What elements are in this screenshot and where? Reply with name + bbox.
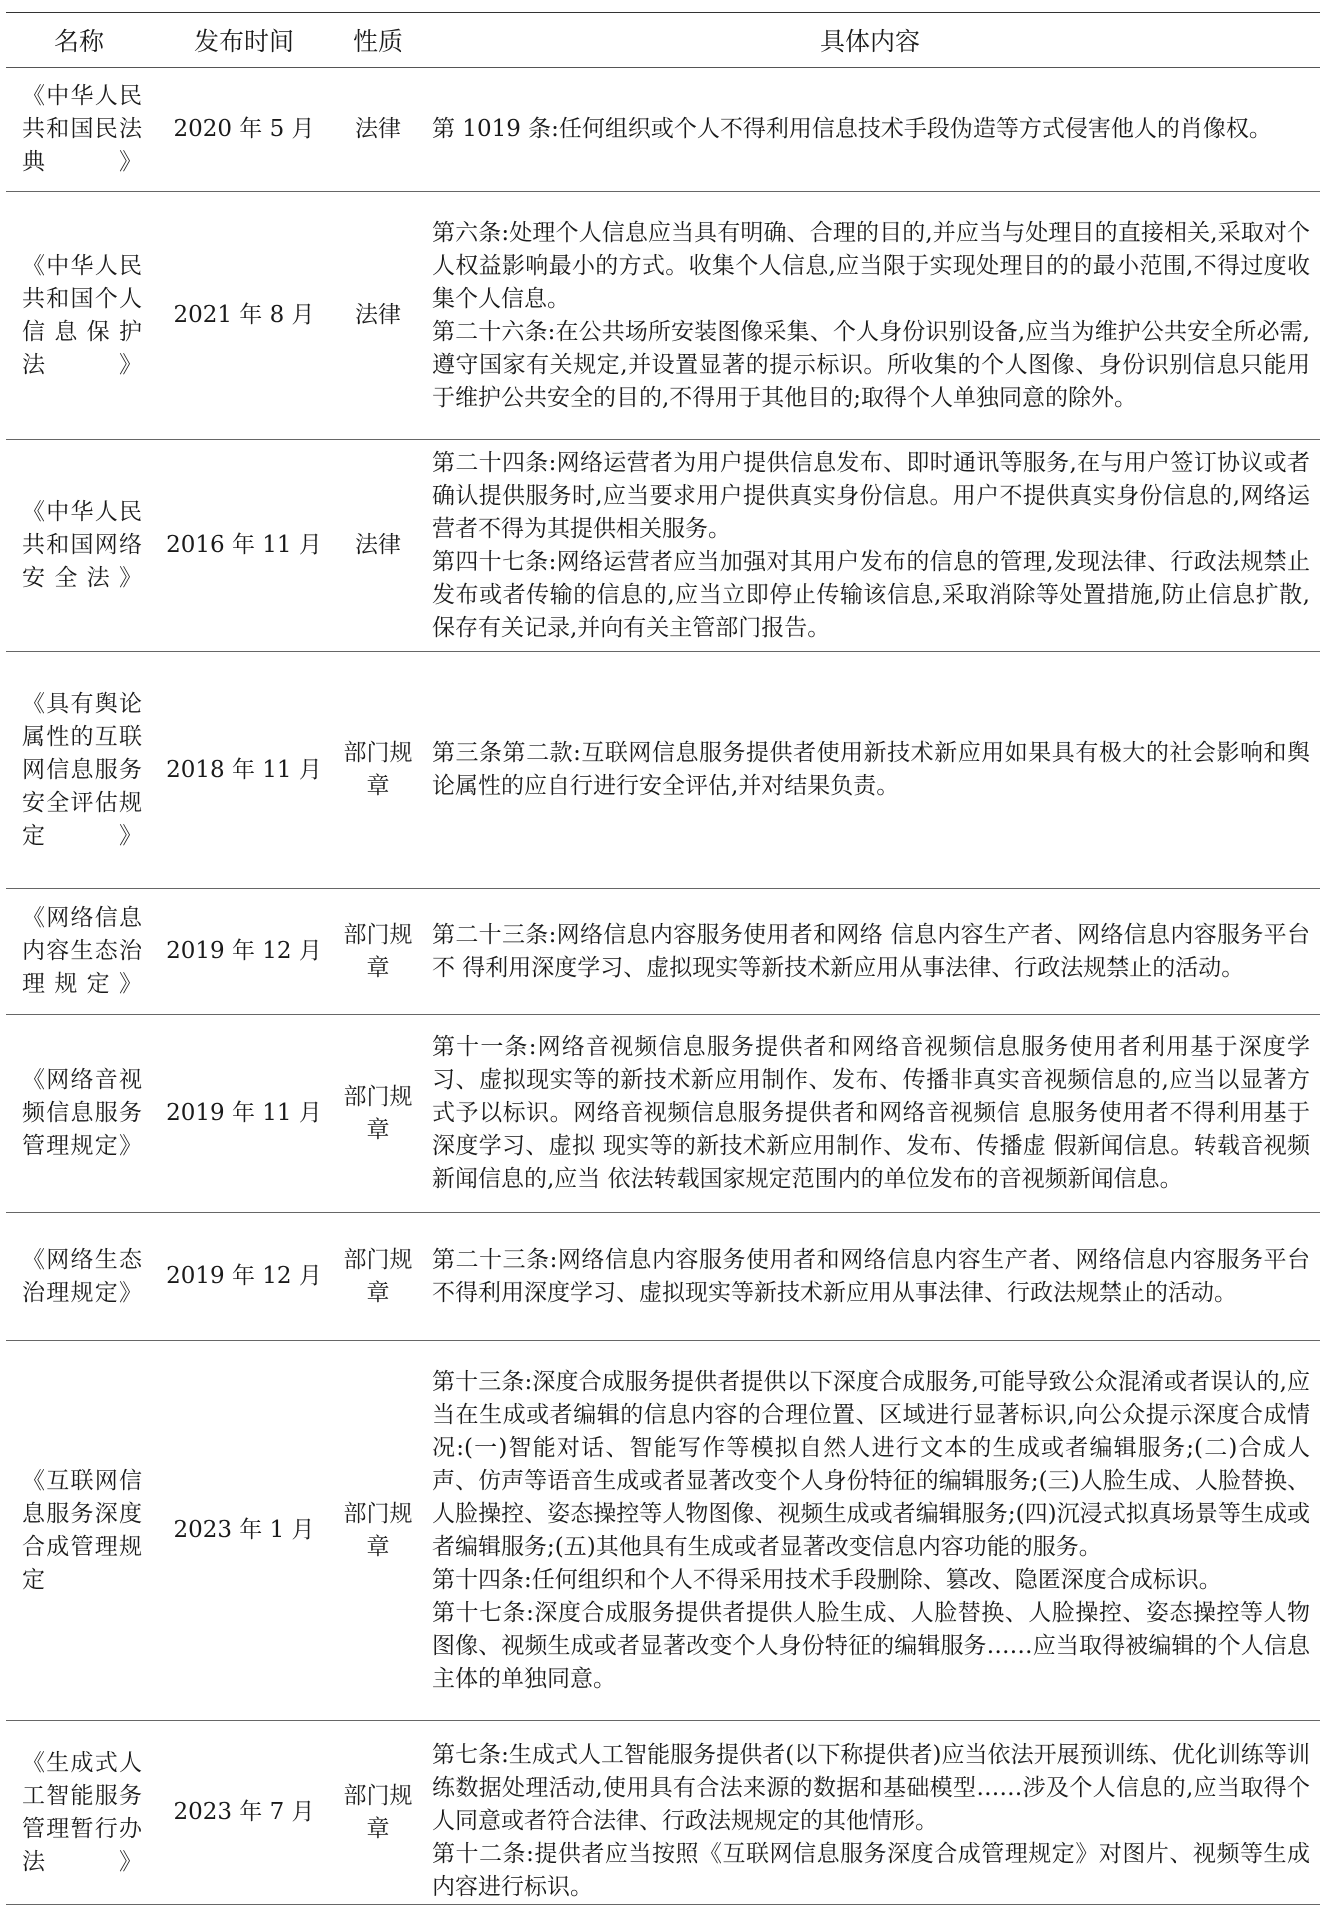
row-content xyxy=(420,1721,1320,1905)
row-name: 《互联网信息服务深度合成管理规定 xyxy=(22,1467,142,1593)
row-name: 《中华人民共和国民法典》 xyxy=(22,83,142,175)
row-name: 《网络信息内容生态治理规定》 xyxy=(22,905,142,997)
table-row xyxy=(6,1213,1320,1341)
content-paragraph: 第六条:处理个人信息应当具有明确、合理的目的,并应当与处理目的直接相关,采取对个人权益影响最小的方式。收集个人信息,应当限于实现处理目的的最小范围,不得过度收集个人信息。 xyxy=(432,219,1310,312)
row-content xyxy=(420,1341,1320,1721)
row-content xyxy=(420,1213,1320,1341)
row-content xyxy=(420,440,1320,652)
row-date: 2023 年 7 月 xyxy=(173,1799,315,1825)
content-paragraph: 第四十七条:网络运营者应当加强对其用户发布的信息的管理,发现法律、行政法规禁止发布或者传输的信息的,应当立即停止传输该信息,采取消除等处置措施,防止信息扩散,保存有关记录,并向有关主管部门报告。 xyxy=(432,548,1310,641)
content-paragraph: 第二十六条:在公共场所安装图像采集、个人身份识别设备,应当为维护公共安全所必需,遵守国家有关规定,并设置显著的提示标识。所收集的个人图像、身份识别信息只能用于维护公共安全的目的,不得用于其他目的;取得个人单独同意的除外。 xyxy=(432,318,1310,411)
row-date: 2019 年 11 月 xyxy=(166,1100,322,1126)
table-header-row xyxy=(6,13,1320,68)
content-paragraph: 第二十四条:网络运营者为用户提供信息发布、即时通讯等服务,在与用户签订协议或者确认提供服务时,应当要求用户提供真实身份信息。用户不提供真实身份信息的,网络运营者不得为其提供相关服务。 xyxy=(432,449,1310,542)
row-date: 2019 年 12 月 xyxy=(166,938,322,964)
row-date: 2018 年 11 月 xyxy=(166,756,322,783)
content-paragraph: 第七条:生成式人工智能服务提供者(以下称提供者)应当依法开展预训练、优化训练等训练数据处理活动,使用具有合法来源的数据和基础模型……涉及个人信息的,应当取得个人同意或者符合法律、行政法规规定的其他情形。 xyxy=(432,1742,1310,1834)
row-date: 2019 年 12 月 xyxy=(166,1263,322,1289)
content-paragraph: 第十二条:提供者应当按照《互联网信息服务深度合成管理规定》对图片、视频等生成内容进行标识。 xyxy=(432,1841,1310,1900)
row-type: 法律 xyxy=(355,302,401,328)
row-content xyxy=(420,68,1320,192)
row-name: 《中华人民共和国网络安全法》 xyxy=(22,499,142,591)
row-type: 部门规章 xyxy=(343,1246,413,1306)
regulations-table xyxy=(6,12,1320,1905)
table-row xyxy=(6,192,1320,440)
header-name: 名称 xyxy=(53,27,104,56)
row-content xyxy=(420,192,1320,440)
row-date: 2016 年 11 月 xyxy=(166,532,322,558)
table-row xyxy=(6,440,1320,652)
row-date: 2020 年 5 月 xyxy=(173,116,315,142)
row-type: 部门规章 xyxy=(343,740,413,799)
row-content xyxy=(420,889,1320,1015)
row-name: 《具有舆论属性的互联网信息服务安全评估规定》 xyxy=(22,690,142,849)
row-name: 《网络音视频信息服务管理规定》 xyxy=(22,1067,142,1159)
table-row xyxy=(6,68,1320,192)
row-content xyxy=(420,652,1320,889)
table-row xyxy=(6,889,1320,1015)
row-date: 2023 年 1 月 xyxy=(173,1517,315,1543)
table-row xyxy=(6,1341,1320,1721)
row-content xyxy=(420,1015,1320,1213)
row-type: 部门规章 xyxy=(343,1500,413,1560)
row-name: 《网络生态治理规定》 xyxy=(22,1246,142,1306)
row-type: 部门规章 xyxy=(343,1083,413,1143)
row-type: 法律 xyxy=(355,116,401,142)
row-name: 《生成式人工智能服务管理暂行办法》 xyxy=(22,1749,142,1875)
header-date: 发布时间 xyxy=(193,27,294,56)
row-type: 部门规章 xyxy=(343,921,413,981)
content-paragraph: 第二十三条:网络信息内容服务使用者和网络 信息内容生产者、网络信息内容服务平台不 得利用深度学习、虚拟现实等新技术新应用从事法律、行政法规禁止的活动。 xyxy=(432,921,1310,981)
table-row xyxy=(6,1721,1320,1905)
content-paragraph: 第十三条:深度合成服务提供者提供以下深度合成服务,可能导致公众混淆或者误认的,应当在生成或者编辑的信息内容的合理位置、区域进行显著标识,向公众提示深度合成情况:(一)智能对话、智能写作等模拟自然人进行文本的生成或者编辑服务;(二)合成人声、仿声等语音生成或者显著改变个人身份特征的编辑服务;(三)人脸生成、人脸替换、人脸操控、姿态操控等人物图像、视频生成或者编辑服务;(四)沉浸式拟真场景等生成或者编辑服务;(五)其他具有生成或者显著改变信息内容功能的服务。 xyxy=(432,1368,1310,1560)
header-content: 具体内容 xyxy=(819,27,920,56)
content-paragraph: 第十四条:任何组织和个人不得采用技术手段删除、篡改、隐匿深度合成标识。 xyxy=(432,1566,1222,1593)
header-type: 性质 xyxy=(352,27,403,56)
content-paragraph: 第十一条:网络音视频信息服务提供者和网络音视频信息服务使用者利用基于深度学 习、虚拟现实等的新技术新应用制作、发布、传播非真实音视频信息的,应当以显著方式予以标识。网络音视频信息服务提供者和网络音视频信 息服务使用者不得利用基于深度学习、虚拟 现实等的新技术新应用制作、发布、传播虚 假新闻信息。转载音视频新闻信息的,应当 依法转载国家规定范围内的单位发布的音视频新闻信息。 xyxy=(432,1034,1310,1192)
row-name: 《中华人民共和国个人信息保护法》 xyxy=(22,252,142,378)
content-paragraph: 第三条第二款:互联网信息服务提供者使用新技术新应用如果具有极大的社会影响和舆论属性的应自行进行安全评估,并对结果负责。 xyxy=(432,740,1310,799)
content-paragraph: 第十七条:深度合成服务提供者提供人脸生成、人脸替换、人脸操控、姿态操控等人物图像、视频生成或者显著改变个人身份特征的编辑服务……应当取得被编辑的个人信息主体的单独同意。 xyxy=(432,1599,1310,1692)
table-row xyxy=(6,1015,1320,1213)
row-type: 法律 xyxy=(355,532,401,558)
content-paragraph: 第 1019 条:任何组织或个人不得利用信息技术手段伪造等方式侵害他人的肖像权。 xyxy=(432,116,1272,142)
row-type: 部门规章 xyxy=(343,1782,413,1842)
row-date: 2021 年 8 月 xyxy=(173,302,315,328)
content-paragraph: 第二十三条:网络信息内容服务使用者和网络信息内容生产者、网络信息内容服务平台不得利用深度学习、虚拟现实等新技术新应用从事法律、行政法规禁止的活动。 xyxy=(432,1246,1310,1306)
table-row xyxy=(6,652,1320,889)
